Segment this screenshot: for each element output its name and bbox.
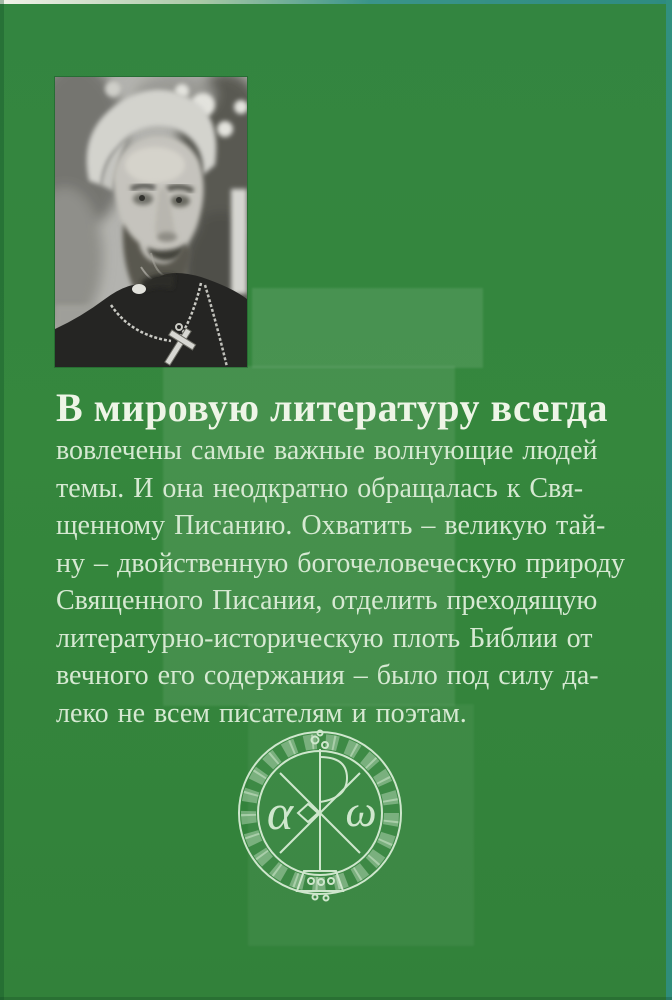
portrait-photo-image — [55, 77, 247, 367]
annotation-line: щенному Писанию. Охватить – великую тай- — [56, 510, 606, 541]
portrait-photo — [55, 77, 247, 367]
annotation-line: темы. И она неодкратно обращалась к Свя- — [56, 472, 584, 504]
annotation-line: вечного его содержания – было под силу да- — [56, 660, 599, 691]
annotation-line: ну – двойственную богочеловеческую природу — [56, 547, 626, 579]
emblem-omega: ω — [345, 787, 377, 836]
annotation-line: литературно-историческую плоть Библии от — [56, 622, 593, 654]
annotation-title: В мировую литературу всегда — [56, 385, 608, 430]
annotation-line: леко не всем писателям и поэтам. — [56, 697, 467, 729]
scan-edge-right — [666, 0, 672, 1000]
annotation-line: Священного Писания, отделить преходящую — [56, 585, 598, 616]
annotation-line: вовлечены самые важные волнующие людей — [56, 435, 598, 466]
emblem-alpha: α — [266, 784, 294, 840]
chi-rho-wreath-icon — [230, 723, 410, 903]
scan-light-band — [252, 288, 483, 368]
annotation-text — [56, 384, 636, 732]
scan-edge-top — [0, 0, 672, 4]
scan-edge-left — [0, 0, 4, 1000]
